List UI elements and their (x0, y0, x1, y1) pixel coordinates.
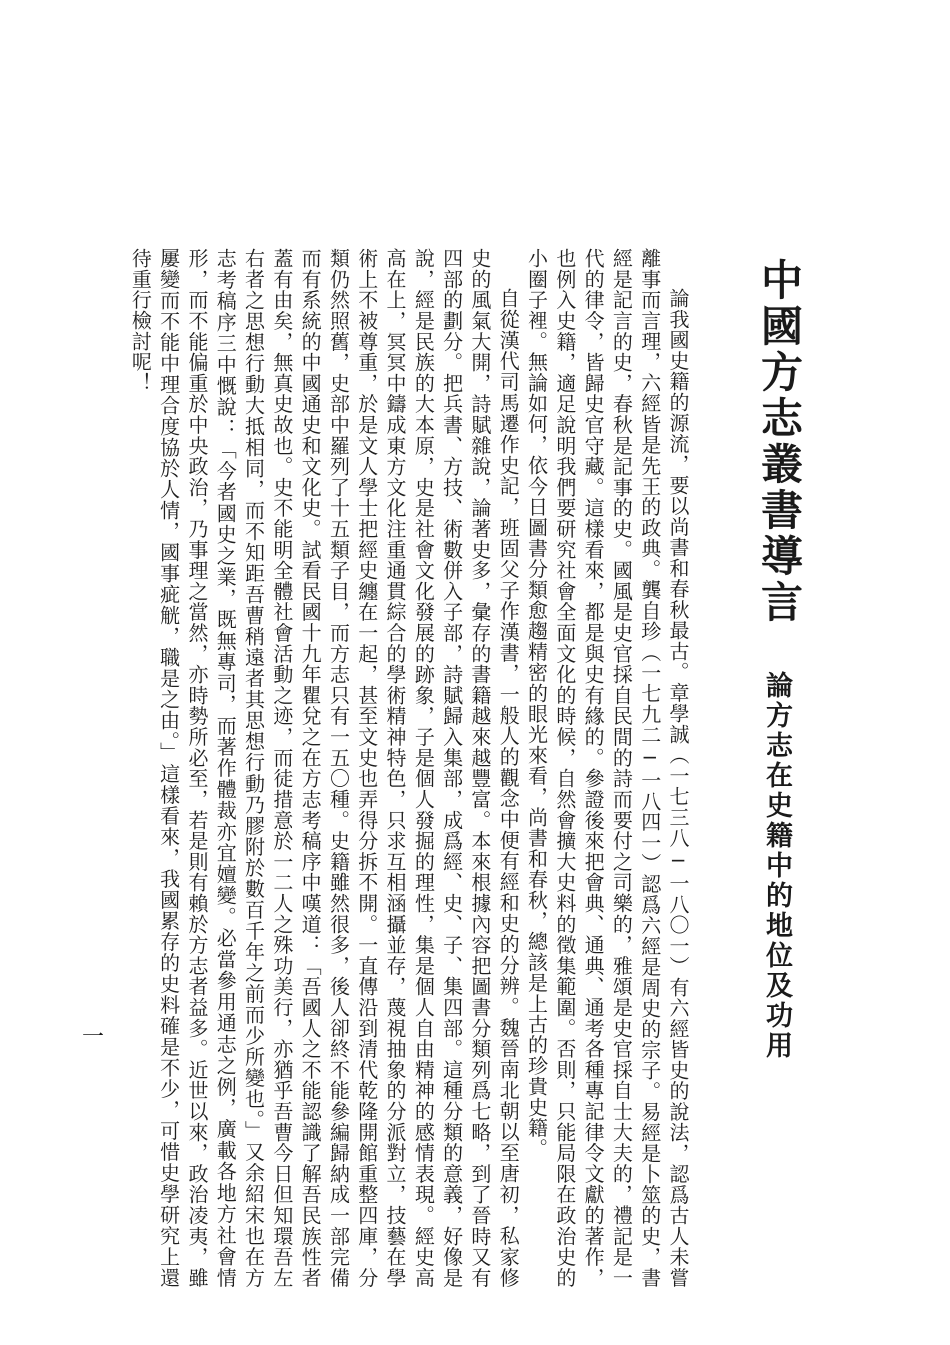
page-number: 一 (82, 1025, 105, 1050)
paragraph-2: 自從漢代司馬遷作史記，班固父子作漢書，一般人的觀念中便有經和史的分辨。魏晉南北朝以至唐初，私家修史的風氣大開，詩賦雜說，論著史多，彙存的書籍越來越豐富。本來根據內容把圖書分類列爲七略，到了晉時又有四部的劃分。把兵書、方技、術數併入子部，詩賦歸入集部，成爲經、史、子、集四部。這種分類的意義，好像是說，經是民族的大本原，史是社會文化發展的跡象，子是個人發掘的理性，集是個人自由精神的感情表現。經史高高在上，冥冥中鑄成東方文化注重通貫綜合的學術精神特色，只求互相涵攝並存，蔑視抽象的分派對立，技藝在學術上不被尊重，於是文人學士把經史纏在一起，甚至文史也弄得分拆不開。一直傳沿到清代乾隆開館重整四庫，分類仍然照舊，史部中羅列了十五類子目，而方志只有一五〇種。史籍雖然很多，後人卻終不能參編歸納成一部完備而有系統的中國通史和文化史。試看民國十九年瞿兌之在方志考稿序中嘆道：「吾國人之不能認識了解吾民族性者蓋有由矣，無真史故也。史不能明全體社會活動之迹，而徒措意於一二人之殊功美行，亦猶乎吾曹今日但知環吾左右者之思想行動大抵相同，而不知距吾曹稍遠者其思想行動乃膠附於數百千年之前而少所變也。」又余紹宋也在方志考稿序三中慨說：「今者國史之業，既無專司，而著作體裁亦宜嬗變。必當參用通志之例，廣載各地方社會情形，而不能偏重於中央政治，乃事理之當然，亦時勢所必至，若是則有賴於方志者益多。近世以來，政治凌夷，雖屢變而不能中理合度協於人情，國事疵觥，職是之由。」這樣看來，我國累存的史料確是不少，可惜史學研究上還待重行檢討呢！ (128, 248, 521, 1288)
page-subtitle: 論方志在史籍中的地位及功用 (761, 671, 792, 1061)
page-title: 中國方志叢書導言 (755, 258, 804, 626)
body-text (126, 248, 692, 1288)
paragraph-1: 論我國史籍的源流，要以尚書和春秋最古。章學誠（一七三八─一八〇一）有六經皆史的說法，認爲古人未嘗離事而言理，六經皆是先王的政典。龔自珍（一七九二─一八四一）認爲六經是周史的宗子。易經是卜筮的史，書經是記言的史，春秋是記事的史。國風是史官採自民間的詩而要付之司樂的，雅頌是史官採自士大夫的，禮記是一代的律令，皆歸史官守藏。這樣看來，都是與史有緣的。參證後來把會典、通典、通考各種專記律令文獻的著作，也例入史籍，適足說明我們要研究社會全面文化的時候，自然會擴大史料的徵集範圍。否則，只能局限在政治史的小圈子裡。無論如何，依今日圖書分類愈趨精密的眼光來看，尚書和春秋，總該是上古的珍貴史籍。 (524, 248, 690, 1288)
title-block (755, 258, 804, 1158)
